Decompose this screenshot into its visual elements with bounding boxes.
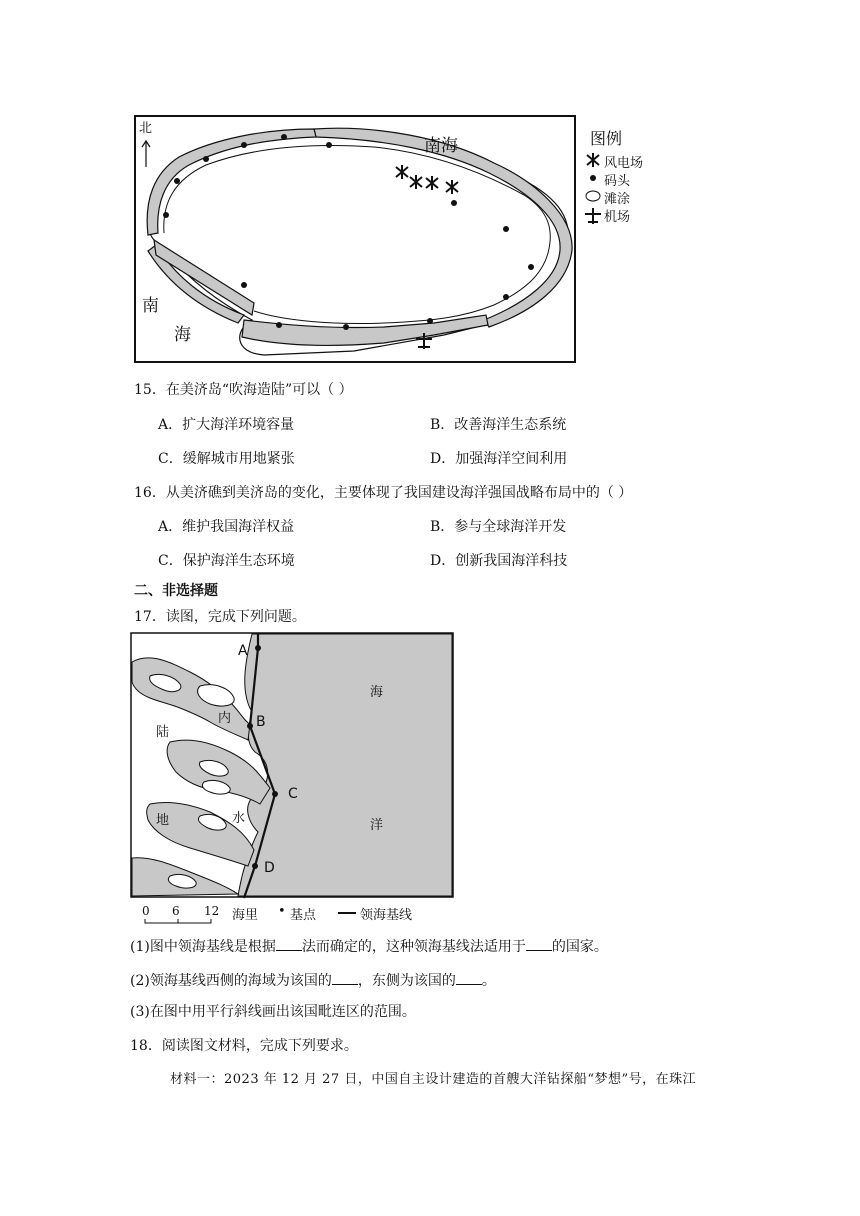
sea-label-sw-2: 海 <box>174 325 191 345</box>
q15-option-c: C．缓解城市用地紧张 <box>158 451 295 467</box>
q16-option-b: B．参与全球海洋开发 <box>430 519 567 535</box>
q15-option-b: B．改善海洋生态系统 <box>430 417 567 433</box>
point-label-c: C <box>288 786 298 802</box>
land-label: 陆 <box>156 725 170 740</box>
legend-wind-farm: 风电场 <box>604 156 644 171</box>
q17-stem: 17．读图，完成下列问题。 <box>134 609 306 625</box>
north-label: 北 <box>139 121 153 136</box>
q16-option-a: A．维护我国海洋权益 <box>158 519 295 535</box>
meiji-island-map-svg <box>134 115 576 363</box>
point-label-d: D <box>264 860 275 876</box>
tidal-flat-icon <box>586 191 600 201</box>
base-point-a <box>255 645 261 651</box>
legend-dock: 码头 <box>604 174 631 189</box>
q15-option-a: A．扩大海洋环境容量 <box>158 417 295 433</box>
q16-stem: 16．从美济礁到美济岛的变化，主要体现了我国建设海洋强国战略布局中的（ ） <box>134 485 633 501</box>
q17-subquestion-1: (1)图中领海基线是根据 法而确定的，这种领海基线法适用于 的国家。 <box>130 936 608 956</box>
q15-stem: 15．在美济岛“吹海造陆”可以（ ） <box>134 382 353 398</box>
ocean-label: 洋 <box>370 818 384 833</box>
q17-subquestion-2: (2)领海基线西侧的海域为该国的 ，东侧为该国的 。 <box>130 970 496 990</box>
scale-bar <box>144 919 214 924</box>
inner-label: 内 <box>218 711 232 726</box>
answer-blank[interactable] <box>276 936 302 951</box>
answer-blank[interactable] <box>332 970 358 985</box>
base-point-c <box>272 791 278 797</box>
answer-blank[interactable] <box>526 936 552 951</box>
scale-0: 0 <box>142 904 150 918</box>
section-heading: 二、非选择题 <box>134 583 218 599</box>
airport-icon <box>585 208 601 224</box>
legend-baseline-icon <box>338 912 358 915</box>
legend-base-point: 基点 <box>290 908 317 923</box>
baseline-map-legend <box>140 904 440 924</box>
meiji-island-map <box>134 115 576 363</box>
baseline-map-svg <box>130 632 454 900</box>
answer-blank[interactable] <box>456 970 482 985</box>
legend-icons <box>584 152 604 232</box>
q18-material-1: 材料一：2023 年 12 月 27 日，中国自主设计建造的首艘大洋钻探船“梦想”号，在珠江 <box>170 1072 697 1087</box>
baseline-map <box>130 632 454 900</box>
point-label-b: B <box>256 714 266 730</box>
base-point-d <box>252 863 258 869</box>
q17-subquestion-3: (3)在图中用平行斜线画出该国毗连区的范围。 <box>130 1004 416 1020</box>
sea-label: 海 <box>370 685 384 700</box>
dock-icon <box>590 175 596 181</box>
scale-12: 12 <box>204 904 220 918</box>
earth-label: 地 <box>156 813 170 828</box>
sea-label-ne: 南海 <box>424 136 458 156</box>
legend-airport: 机场 <box>604 210 631 225</box>
wind-farm-icon <box>587 153 599 167</box>
legend-baseline: 领海基线 <box>360 908 413 923</box>
water-label: 水 <box>232 811 246 826</box>
legend-base-point-icon: • <box>278 904 286 919</box>
base-point-b <box>247 723 253 729</box>
point-label-a: A <box>238 643 248 659</box>
q18-stem: 18．阅读图文材料，完成下列要求。 <box>130 1038 358 1054</box>
sea-label-sw-1: 南 <box>142 296 159 316</box>
q16-option-c: C．保护海洋生态环境 <box>158 553 295 569</box>
legend-tidal-flat: 滩涂 <box>604 192 631 207</box>
legend-title: 图例 <box>590 129 623 148</box>
q15-option-d: D．加强海洋空间利用 <box>430 451 568 467</box>
map1-legend <box>584 124 664 234</box>
scale-unit: 海里 <box>232 908 259 923</box>
scale-6: 6 <box>172 904 180 918</box>
q16-option-d: D．创新我国海洋科技 <box>430 553 568 569</box>
